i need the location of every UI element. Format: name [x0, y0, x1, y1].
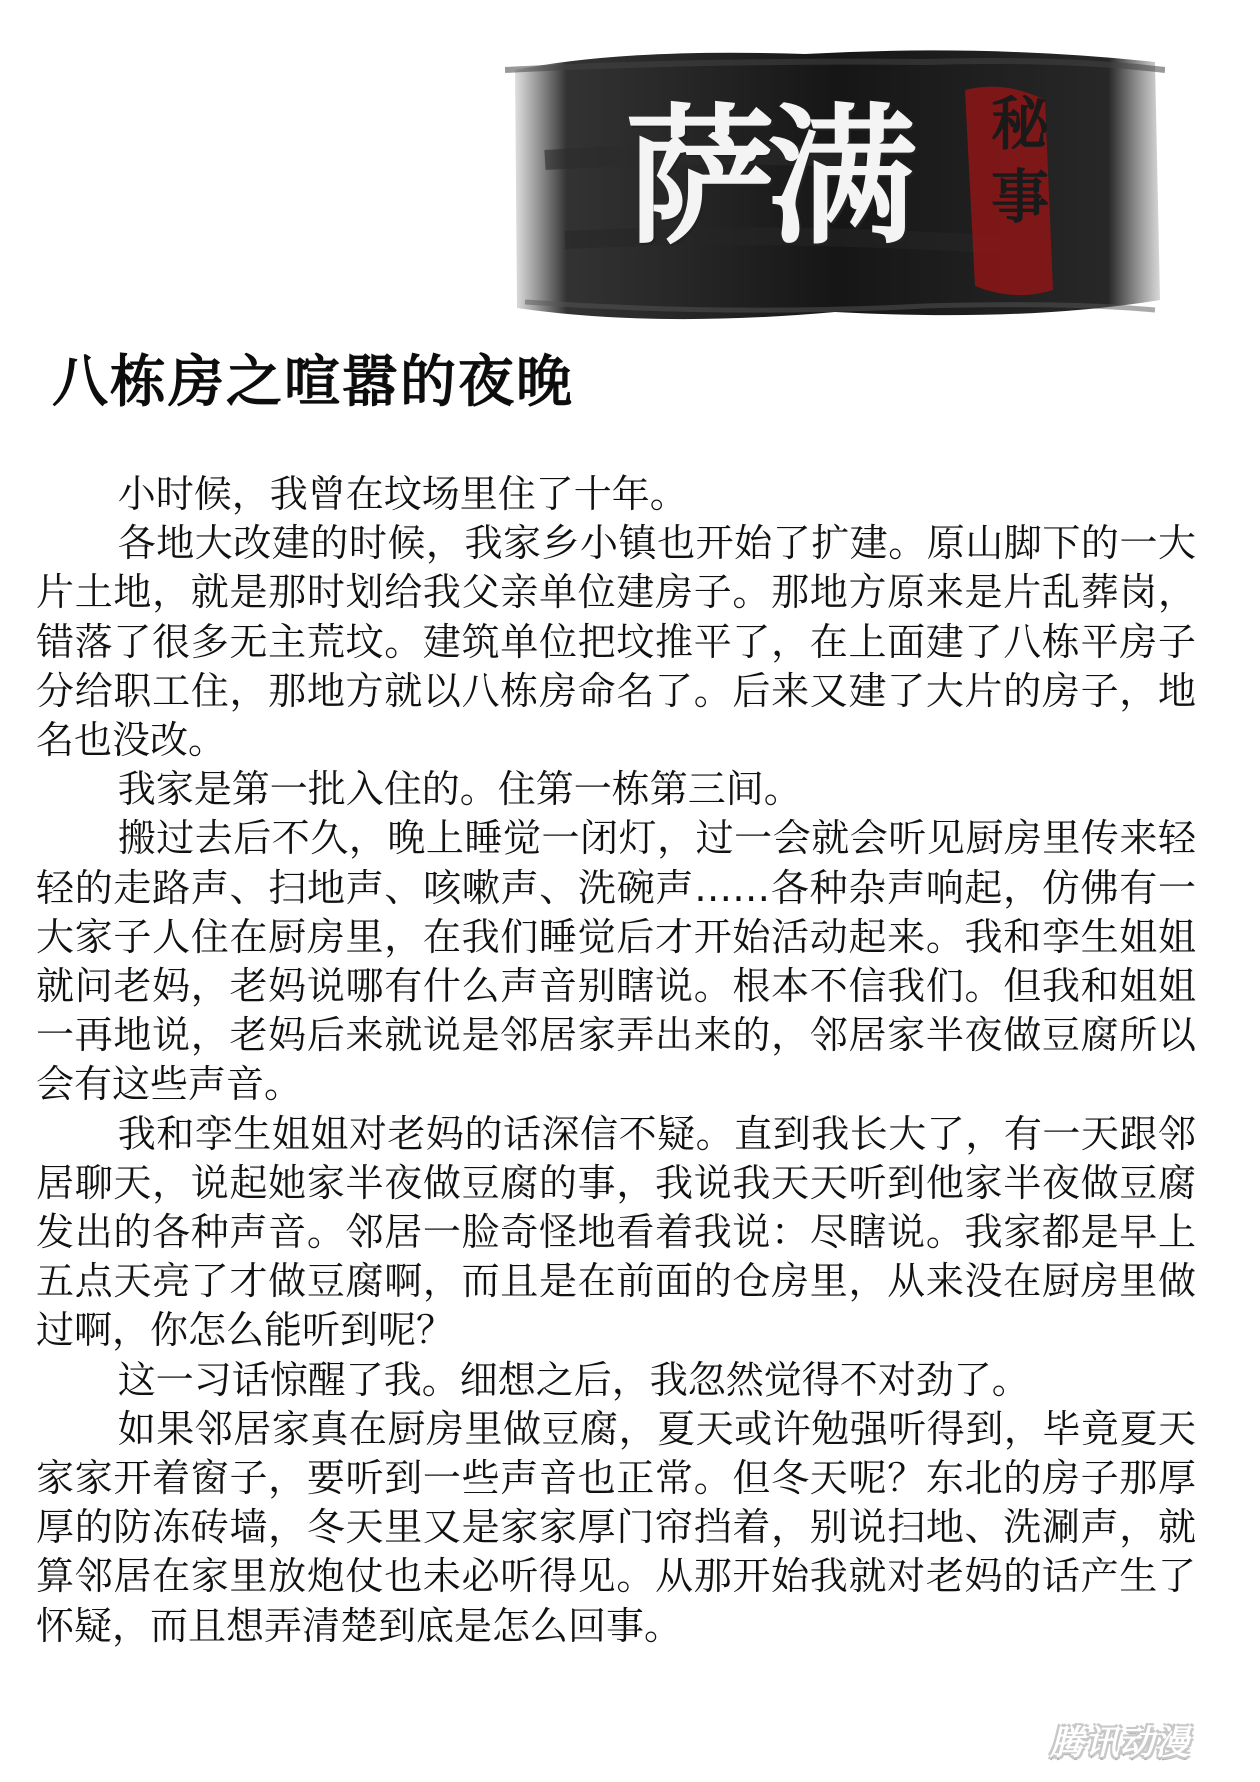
series-logo-banner [505, 40, 1165, 340]
paragraph: 这一习话惊醒了我。细想之后，我忽然觉得不对劲了。 [117, 1357, 1030, 1402]
paragraph: 我家是第一批入住的。住第一栋第三间。 [117, 767, 802, 812]
paragraph: 搬过去后不久，晚上睡觉一闭灯，过一会就会听见厨房里传来轻轻的走路声、扫地声、咳嗽声、洗碗声……各种杂声响起，仿佛有一大家子人住在厨房里，在我们睡觉后才开始活动起来。我和孪生姐姐就问老妈，老妈说哪有什么声音别瞎说。根本不信我们。但我和姐姐一再地说，老妈后来就说是邻居家弄出来的，邻居家半夜做豆腐所以会有这些声音。 [36, 816, 1196, 1107]
series-logo-subtitle: 秘事 [990, 90, 1049, 231]
paragraph: 各地大改建的时候，我家乡小镇也开始了扩建。原山脚下的一大片土地，就是那时划给我父亲单位建房子。那地方原来是片乱葬岗，错落了很多无主荒坟。建筑单位把坟推平了，在上面建了八栋平房子分给职工住，那地方就以八栋房命名了。后来又建了大片的房子，地名也没改。 [36, 521, 1196, 763]
article-body [36, 470, 1196, 1651]
paragraph: 如果邻居家真在厨房里做豆腐，夏天或许勉强听得到，毕竟夏天家家开着窗子，要听到一些声音也正常。但冬天呢？东北的房子那厚厚的防冻砖墙，冬天里又是家家厚门帘挡着，别说扫地、洗涮声，就算邻居在家里放炮仗也未必听得见。从那开始我就对老妈的话产生了怀疑，而且想弄清楚到底是怎么回事。 [36, 1406, 1196, 1648]
article-title: 八栋房之喧嚣的夜晚 [52, 350, 574, 415]
paragraph: 我和孪生姐姐对老妈的话深信不疑。直到我长大了，有一天跟邻居聊天，说起她家半夜做豆腐的事，我说我天天听到他家半夜做豆腐发出的各种声音。邻居一脸奇怪地看着我说：尽瞎说。我家都是早上五点天亮了才做豆腐啊，而且是在前面的仓房里，从来没在厨房里做过啊，你怎么能听到呢？ [36, 1111, 1196, 1353]
watermark-logo: 腾讯动漫 [1050, 1723, 1190, 1763]
paragraph: 小时候，我曾在坟场里住了十年。 [117, 472, 688, 516]
series-logo-title: 萨满 [625, 89, 910, 265]
